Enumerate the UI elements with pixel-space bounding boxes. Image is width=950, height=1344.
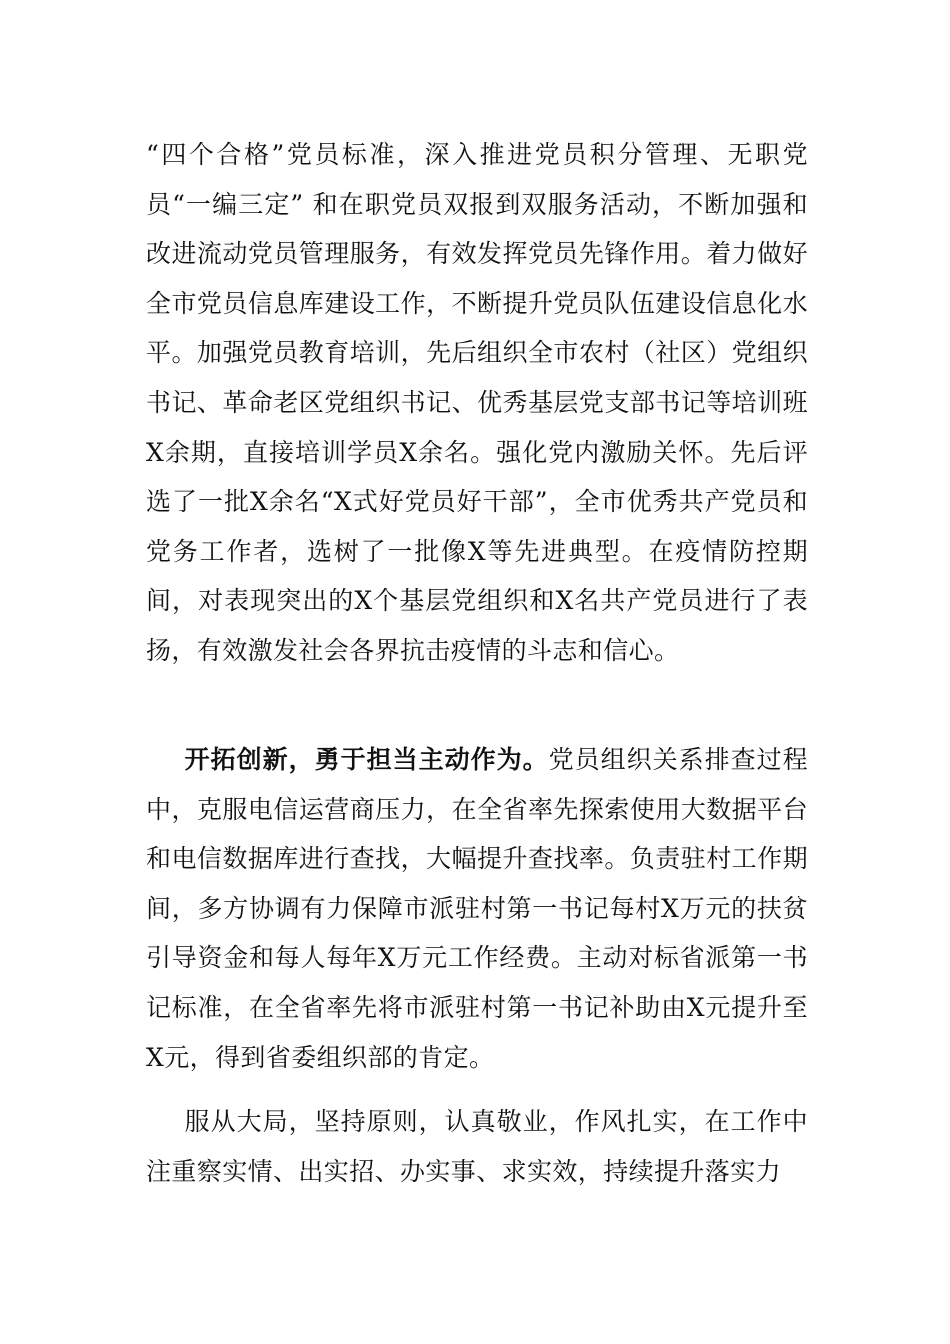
paragraph-3 bbox=[146, 1097, 808, 1196]
paragraph-2-heading: 开拓创新，勇于担当主动作为。 bbox=[184, 745, 549, 774]
paragraph-3-text: 服从大局，坚持原则，认真敬业，作风扎实，在工作中注重察实情、出实招、办实事、求实效，持续提升落实力 bbox=[146, 1107, 808, 1186]
paragraph-1-text: “四个合格”党员标准，深入推进党员积分管理、无职党员“一编三定” 和在职党员双报到双服务活动，不断加强和改进流动党员管理服务，有效发挥党员先锋作用。着力做好全市党员信息库建设工作，不断提升党员队伍建设信息化水平。加强党员教育培训，先后组织全市农村（社区）党组织书记、革命老区党组织书记、优秀基层党支部书记等培训班X余期，直接培训学员X余名。强化党内激励关怀。先后评选了一批X余名“X式好党员好干部”，全市优秀共产党员和党务工作者，选树了一批像X等先进典型。在疫情防控期间，对表现突出的X个基层党组织和X名共产党员进行了表扬，有效激发社会各界抗击疫情的斗志和信心。 bbox=[146, 140, 808, 665]
paragraph-1 bbox=[146, 130, 808, 676]
paragraph-2 bbox=[146, 735, 808, 1082]
paragraph-2-body: 党员组织关系排查过程中，克服电信运营商压力，在全省率先探索使用大数据平台和电信数据库进行查找，大幅提升查找率。负责驻村工作期间，多方协调有力保障市派驻村第一书记每村X万元的扶贫引导资金和每人每年X万元工作经费。主动对标省派第一书记标准，在全省率先将市派驻村第一书记补助由X元提升至X元，得到省委组织部的肯定。 bbox=[146, 745, 808, 1072]
